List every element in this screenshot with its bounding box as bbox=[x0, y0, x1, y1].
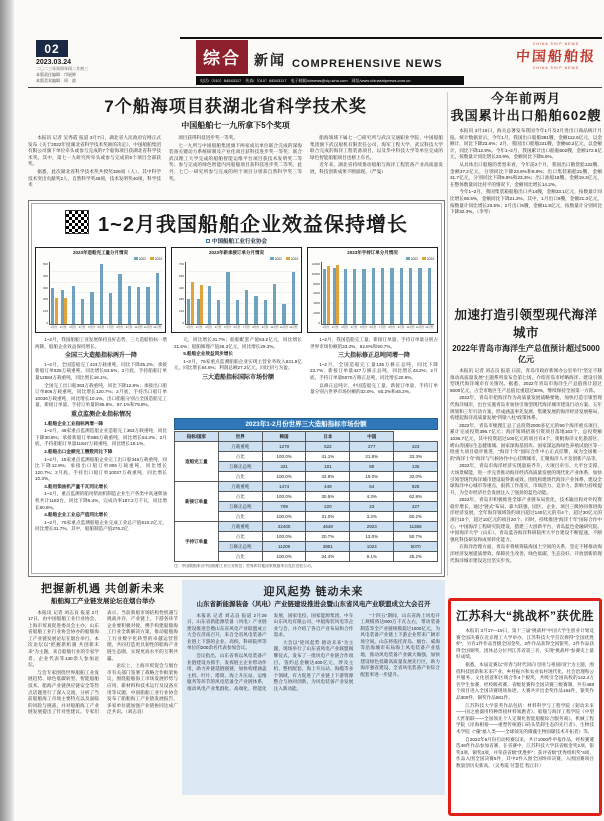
article-body: 本报讯 记者 刘志良 报道 日前，青岛市政府新闻办公室举行“坚定不移推动高质量发展”主题系列发布会第七场，介绍青岛市经略海洋、建设引领型现代海洋城市有关情况。据悉，2022年青岛市海洋生产总值预计超过5000亿元，占全市地区生产总值比重超过30%，继续保持全国第一方阵。 2022年，青岛市把海洋作为高质量发展战略要地，加快打造引领型现代海洋城市，出台实施青岛市加快引领型现代海洋城市建设行动方案、五年规划和三年行动方案，形成涵盖率先发展、集聚发展的海洋经济发展格局，构建起海洋高质量发展“四梁八柱”政策体系。 2022年，青岛市梳理汇总了总投资2000多亿元的90个海洋重点项目，累计完成投资396.7亿元；海洋领域招商引资项目落地163个，总投资额1036.7亿元，其中投资超过100亿元的项目有4个。奥帆海洋文化旅游区、崂山湾国际生态健康城、国家深海基因库、国家深远海绿色养殖试验区等一批重大项目稳步推进，“海洋十年”国际合作中心正式挂牌，成为全国唯一的“海洋十年”海洋与气候协作中心挂牌城市，汇聚海洋人才及创新产品等。 2022年，青岛市海洋经济实现量质齐升，大项目牵引、大平台支撑、大场景赋能，进一步完善推动海洋经济高质量发展的现代化产业体系，加快引领型现代海洋城市建设取得新成效。围绕构建现代海洋产业体系、建设全球海洋中心城市等重点，狠抓工作落实，市场活力、竞争力、影响力持续提升，为全市经济社会发展注入了强劲的蓝色动能。 2022年，青岛市积极推进全球产业链布局优化，技术输出和对外投资稳步增长，通过“链式”布局、靠大联强，园区、企业、项目三级协同推进海洋经济发展，全年海洋领域签约项目超过140亿元的有4个，超过30亿元的项目10个，超过10亿元的项目20个。同时，持续推进“海洋十年”国际合作中心、中国海洋工程研究院建设，搭建三大创新平台，青岛蓝色金融研究院、中国海洋大学（山东）、青岛蓝谷海洋科研院所大平台建设不断提速，不断强化科技研发和成果转化能力。 在海洋治理方面，青岛市将统筹陆海国土空间的关系，坚定不移推动海洋经济发展提质增效、保障民生改善，绿色低碳、生态良好、开放创新的现代海洋城市建设迈出坚实步伐。 bbox=[450, 368, 602, 563]
bar bbox=[327, 266, 330, 324]
data-source-line: 中国船舶工业行业协会 bbox=[35, 237, 438, 246]
table-cell: 925 bbox=[394, 482, 438, 492]
bar bbox=[156, 273, 159, 324]
article-subtitle: 船舶海工产业链发展论坛在烟台举办 bbox=[51, 598, 155, 605]
section-name-cn: 新闻 bbox=[254, 52, 286, 68]
table-cell: 占比 bbox=[218, 552, 262, 562]
table-cell: 64 bbox=[350, 482, 394, 492]
legend-item: 2023 bbox=[286, 257, 298, 262]
table-cell: 11356 bbox=[394, 522, 438, 532]
scan-edge bbox=[0, 0, 14, 821]
table-cell: 4.3% bbox=[350, 492, 394, 502]
table-cell: 220 bbox=[306, 502, 350, 512]
feature-article-shipbuilding-economy bbox=[28, 200, 445, 577]
table-cell: 9.1% bbox=[350, 552, 394, 562]
table-cell: 5070 bbox=[394, 542, 438, 552]
table-cell: 2923 bbox=[350, 522, 394, 532]
article-subtitle: 2022年青岛市海洋生产总值预计超过5000亿元 bbox=[452, 344, 600, 364]
bar bbox=[273, 284, 276, 324]
table-cell: 万载重吨 bbox=[218, 522, 262, 532]
table-cell: 427 bbox=[394, 502, 438, 512]
qr-code bbox=[65, 210, 89, 234]
table-cell: 30.5% bbox=[306, 492, 350, 502]
table-cell: 42.9% bbox=[306, 472, 350, 482]
table-cell: 100.0% bbox=[262, 552, 306, 562]
section-badge: 综合 bbox=[196, 40, 248, 74]
bar bbox=[208, 286, 211, 324]
table-cell: 21.8% bbox=[350, 452, 394, 462]
table-cell: 50.7% bbox=[394, 532, 438, 542]
contact-bar: 电话/（010）84543117 传真/（010）84543117 电子邮箱/cbnews@vip.sina.com 网址/www.chinashipnews.com.cn bbox=[196, 76, 464, 85]
table-cell: 522 bbox=[306, 442, 350, 452]
bar bbox=[381, 268, 384, 324]
article-column: 船海领域下属七一〇研究所与武汉交通职业学院、中国船舶集团旗下武汉船机有限责任公司，海军工程大学、武汉科技大学联合完成的海洋工程装备项目，以及华中科技大学等单位完成的绿色智能船舶项目也榜上有名。 近年来，湖北省持续推动船舶与海洋工程装备产业高质量发展，科技创新成果不断涌现。（严曼） bbox=[310, 135, 443, 174]
newspaper-name: 中国船舶报 bbox=[515, 50, 597, 65]
table-cell: 占比 bbox=[218, 492, 262, 502]
bar bbox=[64, 298, 67, 324]
table-cell: 占比 bbox=[218, 512, 262, 522]
article-title-line2: 我国累计出口船舶602艘 bbox=[450, 108, 602, 123]
article-title: 7个船海项目获湖北省科学技术奖 bbox=[104, 97, 367, 116]
bar bbox=[264, 300, 267, 324]
table-cell: 万修正总吨 bbox=[218, 462, 262, 472]
table-header-cell: 指标/国家 bbox=[175, 432, 219, 442]
bar bbox=[418, 268, 421, 324]
table-cell: 万载重吨 bbox=[218, 482, 262, 492]
table-cell: 1024 bbox=[350, 542, 394, 552]
table-cell: 1270 bbox=[262, 442, 306, 452]
bar bbox=[55, 298, 58, 324]
table-cell: 100.0% bbox=[262, 452, 306, 462]
feature-headline: 1~2月我国船舶企业效益保持增长 bbox=[98, 213, 408, 236]
bar bbox=[292, 272, 295, 324]
table-group-label: 造船完工量 bbox=[175, 442, 219, 482]
article-body: 本报讯 3月17—19日，第十三届“挑战杯”中国大学生创业计划竞赛全国决赛在北京理工大学举办，江苏科技大学首次捧得“全国优胜杯”，另有1件作品晋级全国金奖、2件作品获得全国银奖、2件作品获得全国铜奖，团体总分位列江苏省第三名，实现“挑战杯”参赛史上最好成绩。 据悉，本届竞赛以“青春与时代同向 创业与祖国同行”为主题，围绕科技创新和未来产业、乡村振兴和农业农村现代化、社会治理和公共服务、文化创意和区域合作4个板块，共吸引全国高校的142.4万名学生参赛，经校级初赛、省级复赛和全国决赛三级赛制，共有488个项目进入全国决赛现场角逐，大赛共评出金奖作品164件，银奖作品300件，铜奖作品681件。 江苏科技大学获奖作品包括：材料科学与工程学院《韧动未来——国之重器用特种焊接材料领跑者》、船舶与海洋工程学院《中望大匠船联——全国领先个人定制化智能船艇综合服务商》、机械工程学院《岸海相接——重塑传统港口码头装卸生态的先行者》、生物技术学院《“藻”福人类——全球领先的微藻生物固碳技术开拓者》等。 自2022年6月份启动校赛以来，共计1000件申报作品，经校赛遴选46件作品参加省赛，在省赛中，江苏科技大学获省级金奖2项、银奖3项、铜奖3项，并荣获省级“优胜杯”；获评省级“优秀组织奖”4项，作品入围全国决赛5件，其中2件入围全国终审决赛，入围国赛项目数量创历史新高。（吴秀霞 付慧佳 程正轩） bbox=[456, 628, 594, 768]
bar bbox=[353, 269, 356, 324]
table-row bbox=[175, 442, 438, 452]
table-cell: 709 bbox=[262, 502, 306, 512]
table-cell: 60.2% bbox=[394, 512, 438, 522]
newspaper-logo bbox=[516, 42, 596, 70]
table-cell: 万载重吨 bbox=[218, 442, 262, 452]
masthead-info-line: 本版责任编辑 邝展婷 bbox=[36, 72, 76, 77]
article-body: 本报讯 3月18日，海关总署发布我国今年1月及2月进出口商品统计月报。统计数据显示，今年1月，我国出口船舶381艘，金额112.6亿元，以金额计，同比下降23.6%；2月，我国出口船舶221艘，金额60.2亿元，以金额计，同比下降12.9%。今年1~2月，我国累计出口船舶602艘，金额172.8亿元，按数量计同比增长23.9%，金额同比下降5.6%。 从具体出口船舶的类型来看，今年前2个月，我国出口散货船132艘，金额37.2亿元，分别同比下降23.6%和8.9%；出口集装箱船21艘，金额31.7亿元，分别同比下降6.8%和23.2%；出口油船18艘，金额19.3亿元，在整体数量同比持平的情况下，金额同比增长14.2%。 今年1~2月，我国集装箱船舶出口共14艘，金额33.1亿元，按数量计同比增长66.5%，金额同比下降21.2%。其中，1月出口9艘，金额21.3亿元，按数量计同比增长23.5%；2月出口5艘，金额11.8亿元，按数量计分别同比下降32.3%。（李琴） bbox=[450, 128, 602, 215]
table-cell: 33.3% bbox=[394, 452, 438, 462]
article-ship-exports bbox=[450, 90, 602, 302]
article-subtitle: 中国船舶七一九所拿下5个奖项 bbox=[181, 121, 290, 130]
bar bbox=[282, 304, 285, 324]
article-column: 本报讯 记者 吴秀霞 报道 3月7日，湖北省人民政府官网正式发布《关于2022年度湖北省科学技术奖励的决定》，中国船舶集团有限公司旗下单位牵头或参与完成的7个船海项目获湖北省科学技术奖。其中，第七一九研究所牵头或参与完成的5个项目全部获奖。 据悉，此次湖北省科学技术奖共授奖326项（人），其中科学技术突出贡献奖2人，自然科学奖45项，技术发明奖40项，科学技术 bbox=[28, 135, 161, 188]
table-cell: 13.0% bbox=[350, 532, 394, 542]
article-forum-yantai bbox=[28, 580, 178, 792]
table-row bbox=[175, 482, 438, 492]
legend-item: 2022 bbox=[406, 257, 418, 262]
table-cell: 19.0% bbox=[350, 472, 394, 482]
article-shandong-wind bbox=[182, 580, 445, 795]
table-group-label: 新接订单量 bbox=[175, 482, 219, 522]
bar bbox=[100, 264, 103, 324]
feature-columns-2-3: 元，同比增长31.7%；船舶配套产值53.2亿元，同比增长21.5%；船舶修理产值36.3亿元，同比增长29.3%。 5.船舶企业效益同步增长 1~2月，75家重点监测船舶企业实现主营业务收入621.8亿元，同比增长64.6%；利润总额27.2亿元，同比扭亏为盈。 三大造船指标国际市场份额 1~2月，我国造船完工量、新接订单量、手持订单量分别占世界市场份额的33.3%、62.8%和50.7%。 三大指标修正总吨同增一降 1~2月，全国造船完工量135万修正总吨，同比下降23.7%；新接订单量427万修正总吨，同比增长43.2%；2月底，手持订单量5070万修正总吨，同比增长20.9%。 以修正总吨计，中国造船完工量、新接订单量、手持订单量分别占世界市场份额的32.0%、60.2%和45.2%。 bbox=[174, 337, 438, 395]
table-cell: 135 bbox=[394, 462, 438, 472]
chart-orderbook: 2023年手持订单分月情况 2022 2023 12000 10000 8000 6000 4000 2000 0 1月份 2月份 3月份 4月份 5月份 6月份 7月份 8月份 9月份 10月份 11月份 12月份 bbox=[307, 247, 438, 333]
table-header-cell: 韩国 bbox=[262, 432, 306, 442]
logo-caption-bottom: CHINA SHIP NEWS bbox=[532, 66, 580, 70]
bar bbox=[191, 282, 194, 325]
table-cell: 423 bbox=[394, 442, 438, 452]
table-cell: 占比 bbox=[218, 472, 262, 482]
article-title: 迎风起势 链动未来 bbox=[263, 586, 364, 598]
bar bbox=[362, 269, 365, 324]
masthead-left bbox=[36, 40, 186, 84]
table-cell: 181 bbox=[306, 462, 350, 472]
legend-item: 2022 bbox=[134, 257, 146, 262]
article-title: 江苏科大“挑战杯”获优胜 bbox=[456, 609, 595, 623]
table-cell: 100.0% bbox=[262, 472, 306, 482]
table-cell: 11206 bbox=[262, 542, 306, 552]
table-cell: 277 bbox=[350, 442, 394, 452]
article-hubei-award bbox=[28, 92, 443, 199]
table-cell: 32.0% bbox=[394, 472, 438, 482]
feature-column-1: 1~2月，我国船舶工业发展保持良好态势，三大造船指标一增两降，船舶企业效益保持增长。 全国三大造船指标两升一降 1~2月，全国造船完工423万载重吨，同比下降25.2%；承接新船订单925万载重吨，同比增长63.5%；2月底，手持船舶订单量12584万载重吨，同比增长16.1%。 全国完工出口船363万载重吨，同比下降12.8%；承接出口船订单806万载重吨，同比增长120.7%；2月底，手持出口船订单10036万载重吨，同比增长10.1%。出口船舶分别占全国造船完工量、新接订单量、手持订单量的85.8%、87.1%和79.8%。 重点监测企业指标情况 1.船舶企业工业指标两增一降 1~2月，45家重点监测造船企业造船完工363万载重吨，同比下降30.8%；承接新船订单885万载重吨，同比增长64.3%；2月底，手持船舶订单量11847万载重吨，同比增长16.1%。 2.船舶出口金额完工艘数同比下降 1~2月，15家重点监测船舶企业完工出口船346万载重吨，同比下降12.9%；承接出口船订单806万载重吨，同比增长120.7%；2月底，手持出口船订单10037万载重吨，同比增长10.3%。 3.船用柴油机产量千瓦同比增长 1~2月，重点监测的船用柴油机制造企业生产各类中高速柴油机共计1182台，同比下降5.4%，完成功率187.2万千瓦，同比增长60.6%。 4.船舶企业工业总产值同比增长 1~2月，75家重点监测船舶企业完成工业总产值610.2亿元，同比增长31.7%。其中，船舶制造产值276.2亿 bbox=[35, 337, 167, 532]
article-body: 本报讯 记者 刘志良 报道 2月26日，山东省新能源装备（风电）产业链建设推进会暨山东省风电产业联盟成立大会在济南召开，来自全省风电装备产业链上下游的企业、高校、科研院所等单位的200余名代表参加会议。 会议指出，山东省将以风电装备产业链建设为抓手，发挥链主企业带动作用，助力补链延链强链，加快构建涵盖主机、叶片、塔筒、海上升压站、运维服务等环节的风电装备全产业链体系，推动风电产业集群化、高端化、智能化发展，国家电投、国家能源集团、中车山东风电有限公司、中船海装风电等企业与会，并介绍了各自产业布局和合作需求。 大会以“迎风起势 链动未来”为主题，现场举行了山东省风电产业联盟揭牌仪式，发布了一批风电产业链合作项目，签约总金额达400亿元，涉及主机、整机配套、海上升压站、海缆等多个领域，有力促进了产业链上下游资源整合与协同创新，为风电装备产业发展注入新动能。 “十四五”期间，山东省海上风电开工规模将达800万千瓦左右，带动装备制造等全产业链规模超过1000亿元，为风电装备产业链上下游企业带来广阔市场空间。山东将依托青岛、烟台、威海等沿海城市布局海上风电装备产业基地，推动风电装备产业做大做强，加快建设绿色低碳高质量发展先行区，助力海洋强省建设，全省风电装备产业综合配套率进一步提升。 bbox=[187, 612, 440, 692]
legend-item: 2022 bbox=[270, 257, 282, 262]
masthead-info-line: 本版美术编辑 周 波 bbox=[36, 78, 76, 83]
table-cell: 3851 bbox=[306, 542, 350, 552]
table-cell: 62.8% bbox=[394, 492, 438, 502]
table-cell: 421 bbox=[262, 462, 306, 472]
table-cell: 449 bbox=[306, 482, 350, 492]
table-cell: 31.0% bbox=[306, 512, 350, 522]
article-title: 把握新机遇 共创新未来 bbox=[40, 583, 166, 595]
table-cell: 34.4% bbox=[306, 552, 350, 562]
bar bbox=[390, 268, 393, 324]
table-group-label: 手持订单量 bbox=[175, 522, 219, 562]
bar bbox=[137, 287, 140, 324]
legend-item: 2023 bbox=[422, 257, 434, 262]
table-cell: 万修正总吨 bbox=[218, 542, 262, 552]
market-share-table bbox=[174, 431, 438, 562]
bar bbox=[200, 285, 203, 324]
article-column: 项目获得科技进步奖一等奖。 七一九所与中国船舶集团旗下两家成员单位联合完成的深海装备关键动力系统研制及产业化项目获科技进步奖一等奖；联合武汉理工大学完成的船舶智能运维平台项目获技术发明奖二等奖；参与完成的绿色智能内河船舶项目获科技进步奖二等奖。此外，七〇一研究所参与完成的两个项目分别获自然科学奖三等奖。 bbox=[169, 135, 302, 181]
bar bbox=[400, 268, 403, 324]
bar bbox=[245, 290, 248, 324]
table-cell: 占比 bbox=[218, 532, 262, 542]
bar bbox=[344, 269, 347, 324]
table-cell: 22400 bbox=[262, 522, 306, 532]
share-table-title: 2023年1-2月份世界三大造船指标市场份额 bbox=[174, 418, 438, 430]
table-row bbox=[175, 522, 438, 532]
masthead-info-line: 二〇二三年癸卯年闰二月初三 bbox=[36, 66, 88, 71]
bar bbox=[217, 300, 220, 324]
table-header-cell: 世界 bbox=[218, 432, 262, 442]
bar bbox=[118, 274, 121, 324]
table-header-cell: 日本 bbox=[306, 432, 350, 442]
table-cell: 100.0% bbox=[262, 492, 306, 502]
bar bbox=[146, 287, 149, 324]
chart-new-orders: 2023年新承接订单分月情况 2022 2023 700 560 420 280 140 0 1月份 2月份 3月份 4月份 5月份 6月份 7月份 8月份 9月份 10月份 11月份 12月份 bbox=[171, 247, 302, 333]
bar bbox=[236, 300, 239, 324]
page-number: 02 bbox=[36, 40, 68, 57]
table-cell: 41.1% bbox=[306, 452, 350, 462]
bar bbox=[81, 299, 84, 324]
bar bbox=[128, 286, 131, 324]
column-divider bbox=[447, 92, 448, 576]
section-name-en: COMPREHENSIVE NEWS bbox=[292, 58, 443, 70]
article-title: 加速打造引领型现代海洋城市 bbox=[454, 308, 598, 340]
table-cell: 80 bbox=[350, 462, 394, 472]
bar bbox=[409, 268, 412, 324]
table-cell: 3.2% bbox=[350, 512, 394, 522]
article-body: 本报讯 记者 刘志良 报道 2月17日，由中国船舶工业行业协会、上海市贸易促进委员会主办，山东省船舶工业行业协会协办的船舶海工产业链发展论坛在烟台举行。本次论坛以“把握新机遇 共创新未来”为主题，来自船舶行业的专家学者、企业代表等130余人参加论坛。 与会专家围绕世界船舶工业发展趋势、绿色低碳转型、智能船舶技术、船海产业链供应链安全等热点话题进行了深入交流，分析了当前船舶海工市场主要特点以及面临的风险与挑战，并对船舶海工产业链发展提出了针对性建议。专家们表示，当前新船市场结构性机遇与挑战并存，产业链上、下游各环节企业要积极对接，携手构建船舶海工行业全新解决方案，推动船舶海工行业数字化转型的卓越运营管理，共同打造更具韧性的船海产业链生态圈，实现更高水平的互利共赢。 论坛上，上海市贸促会与烟台市有关部门签署了战略合作框架协议，围绕船舶海工市场发展形势与应用、新材料和技术运行及设备应用等议题，中国船舶工业行业协会发布了船舶海工产业链发展报告，多家单位就加强产业链协同达成广泛共识。（刘志良） bbox=[28, 609, 178, 715]
table-cell: 4648 bbox=[306, 522, 350, 532]
issue-date: 2023.03.24 bbox=[36, 59, 72, 66]
table-note: 注：中国数据来自中国船舶工业行业协会；世界和其他国家数据来自克拉克松公司。 bbox=[174, 564, 315, 569]
masthead-rule bbox=[28, 87, 602, 88]
table-cell: 1474 bbox=[262, 482, 306, 492]
bar bbox=[254, 296, 257, 324]
logo-caption-top: CHINA SHIP NEWS bbox=[532, 42, 580, 46]
bar bbox=[90, 292, 93, 324]
table-cell: 万修正总吨 bbox=[218, 502, 262, 512]
masthead-center bbox=[196, 40, 464, 85]
charts-row bbox=[35, 247, 438, 333]
top-rule bbox=[180, 37, 602, 39]
article-subtitle: 山东省新能源装备（风电）产业链建设推进会暨山东省风电产业联盟成立大会召开 bbox=[196, 601, 431, 608]
article-qingdao-ocean bbox=[450, 305, 602, 577]
bar bbox=[72, 286, 75, 324]
table-cell: 20.7% bbox=[306, 532, 350, 542]
bar bbox=[428, 268, 431, 324]
table-cell: 100.0% bbox=[262, 512, 306, 522]
bar bbox=[109, 293, 112, 324]
association-logo-icon bbox=[206, 239, 210, 243]
table-header-cell: 中国 bbox=[350, 432, 394, 442]
legend-item: 2023 bbox=[150, 257, 162, 262]
highlight-article-jiangsu-ust bbox=[448, 598, 602, 816]
bar bbox=[336, 265, 339, 324]
chart-completions: 2023年造船完工量分月情况 2022 2023 500 400 300 200 100 0 1月份 2月份 3月份 4月份 5月份 6月份 7月份 8月份 9月份 10月份 11月份 12月份 bbox=[35, 247, 166, 333]
table-cell: 100.0% bbox=[262, 532, 306, 542]
bar bbox=[372, 268, 375, 324]
article-title-line1: 今年前两月 bbox=[490, 91, 561, 106]
table-cell: 45.2% bbox=[394, 552, 438, 562]
table-cell: 23 bbox=[350, 502, 394, 512]
table-cell: 占比 bbox=[218, 452, 262, 462]
bar bbox=[226, 272, 229, 324]
